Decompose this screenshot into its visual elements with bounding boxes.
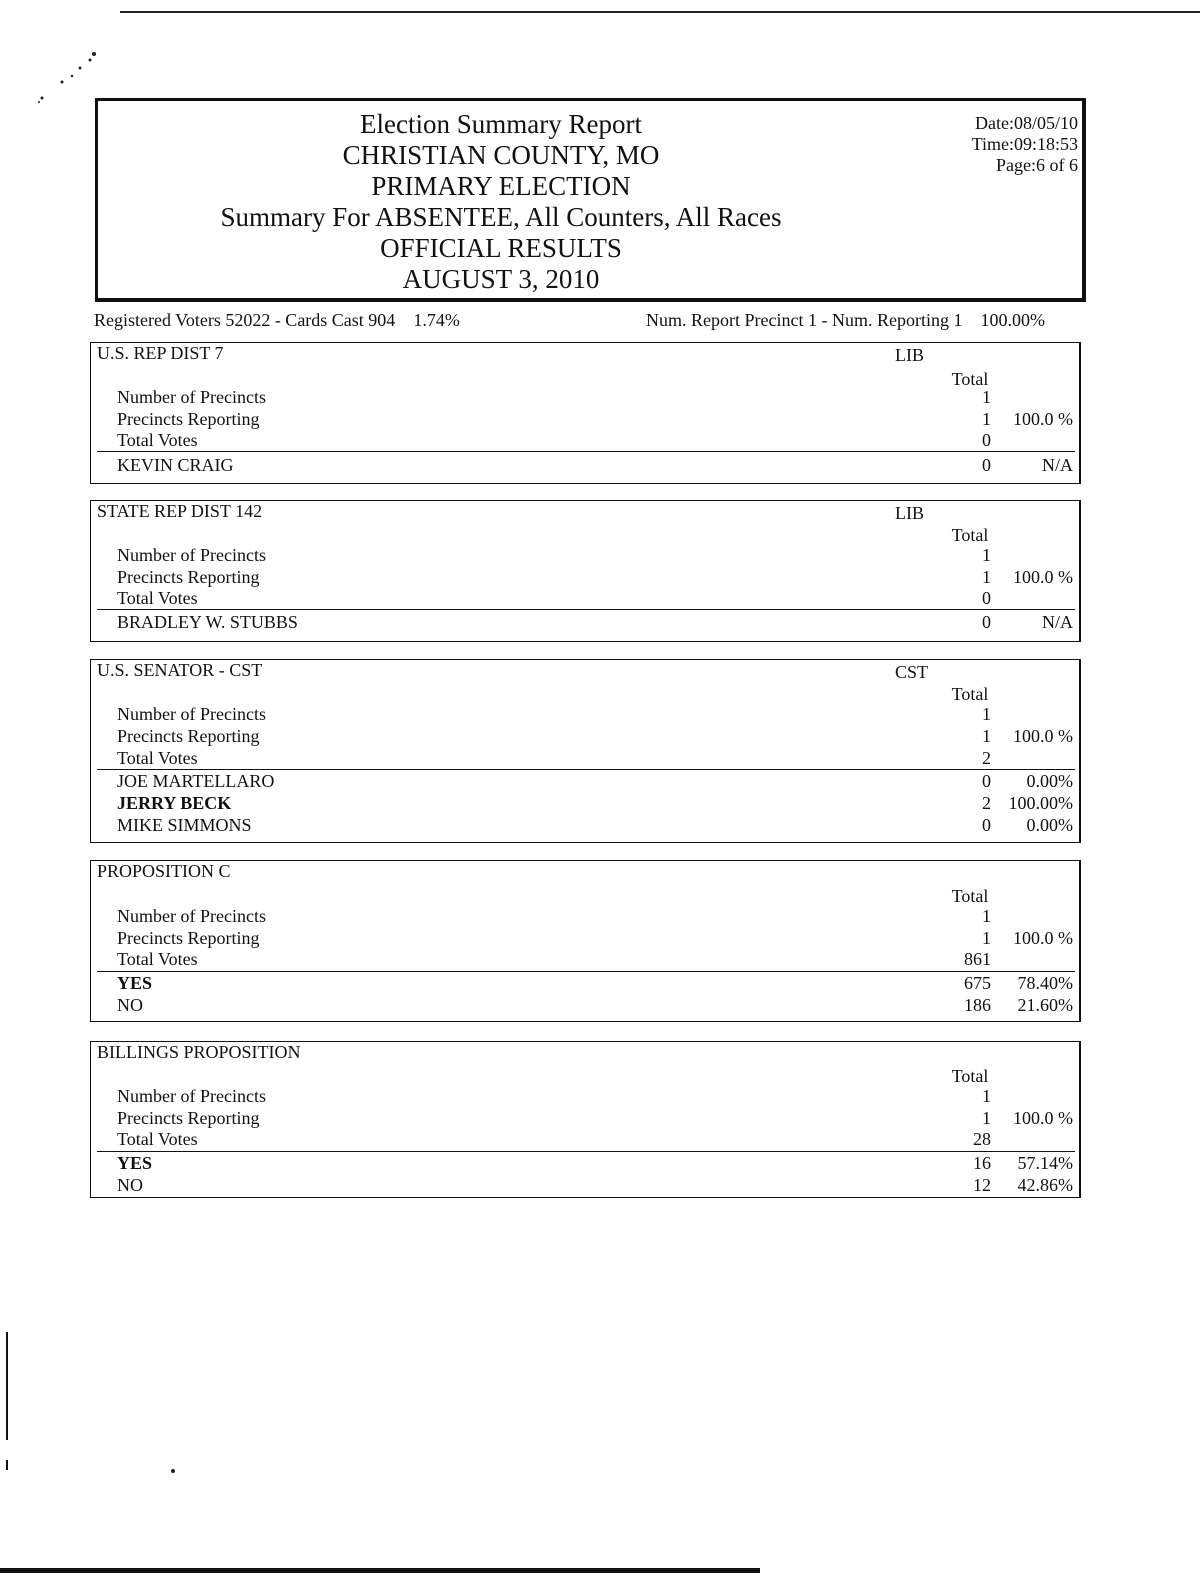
scan-top-rule bbox=[120, 11, 1200, 13]
total-column-header: Total bbox=[951, 369, 989, 389]
candidate-pct: 21.60% bbox=[1017, 995, 1073, 1015]
party-label: LIB bbox=[895, 503, 924, 523]
candidate-row bbox=[111, 793, 1079, 815]
stat-value: 1 bbox=[982, 1086, 991, 1106]
stat-pct: 100.0 % bbox=[1013, 567, 1073, 587]
stat-label: Total Votes bbox=[117, 588, 198, 608]
stat-label: Precincts Reporting bbox=[117, 567, 260, 587]
stat-label: Total Votes bbox=[117, 949, 198, 969]
stat-row bbox=[111, 409, 1079, 431]
candidate-pct: N/A bbox=[1042, 455, 1073, 475]
stat-value: 1 bbox=[982, 704, 991, 724]
election-date-line: AUGUST 3, 2010 bbox=[402, 264, 600, 294]
stat-value: 1 bbox=[982, 906, 991, 926]
stat-row bbox=[111, 1129, 1079, 1151]
race-section bbox=[90, 342, 1081, 484]
scan-margin-mark bbox=[6, 1332, 8, 1440]
report-title bbox=[98, 109, 1082, 295]
candidate-name: JOE MARTELLARO bbox=[117, 771, 275, 791]
stat-row bbox=[111, 928, 1079, 950]
stat-value: 1 bbox=[982, 1108, 991, 1128]
report-header bbox=[95, 98, 1086, 302]
candidate-row bbox=[111, 973, 1079, 995]
race-title: STATE REP DIST 142 bbox=[97, 501, 263, 521]
race-section bbox=[90, 860, 1081, 1022]
stat-value: 0 bbox=[982, 430, 991, 450]
stat-row bbox=[111, 906, 1079, 928]
race-section bbox=[90, 659, 1081, 843]
stat-label: Number of Precincts bbox=[117, 1086, 266, 1106]
candidate-row bbox=[111, 771, 1079, 793]
report-time: Time:09:18:53 bbox=[971, 134, 1078, 154]
stat-label: Precincts Reporting bbox=[117, 726, 260, 746]
stat-value: 28 bbox=[973, 1129, 991, 1149]
candidate-name: MIKE SIMMONS bbox=[117, 815, 252, 835]
stat-value: 1 bbox=[982, 726, 991, 746]
scan-specks bbox=[36, 46, 106, 106]
scan-bottom-rule bbox=[0, 1568, 760, 1573]
candidate-pct: 0.00% bbox=[1026, 815, 1073, 835]
divider bbox=[97, 609, 1075, 610]
election-line: PRIMARY ELECTION bbox=[371, 171, 631, 201]
candidate-votes: 0 bbox=[982, 455, 991, 475]
official-line: OFFICIAL RESULTS bbox=[380, 233, 622, 263]
stat-value: 1 bbox=[982, 409, 991, 429]
title-line: Election Summary Report bbox=[360, 109, 642, 139]
report-date: Date:08/05/10 bbox=[975, 113, 1078, 133]
race-section bbox=[90, 1041, 1081, 1198]
total-column-header: Total bbox=[951, 1066, 989, 1086]
stat-row bbox=[111, 567, 1079, 589]
turnout-summary bbox=[94, 310, 1084, 334]
stat-row bbox=[111, 430, 1079, 452]
stat-row bbox=[111, 387, 1079, 409]
race-title: PROPOSITION C bbox=[97, 861, 231, 881]
scan-dot bbox=[171, 1469, 175, 1473]
report-meta bbox=[972, 113, 1078, 176]
registered-voters bbox=[94, 310, 460, 331]
stat-row bbox=[111, 748, 1079, 770]
stat-row bbox=[111, 1086, 1079, 1108]
candidate-pct: 78.40% bbox=[1017, 973, 1073, 993]
stat-value: 0 bbox=[982, 588, 991, 608]
candidate-pct: 100.00% bbox=[1008, 793, 1073, 813]
divider bbox=[97, 769, 1075, 770]
total-column-header: Total bbox=[951, 525, 989, 545]
candidate-pct: 0.00% bbox=[1026, 771, 1073, 791]
stat-value: 861 bbox=[964, 949, 991, 969]
candidate-name: BRADLEY W. STUBBS bbox=[117, 612, 298, 632]
candidate-name: NO bbox=[117, 995, 143, 1015]
candidate-votes: 12 bbox=[973, 1175, 991, 1195]
divider bbox=[97, 1151, 1075, 1152]
stat-label: Total Votes bbox=[117, 1129, 198, 1149]
stat-label: Number of Precincts bbox=[117, 906, 266, 926]
candidate-row bbox=[111, 1153, 1079, 1175]
stat-row bbox=[111, 588, 1079, 610]
candidate-votes: 186 bbox=[964, 995, 991, 1015]
stat-row bbox=[111, 1108, 1079, 1130]
stat-label: Number of Precincts bbox=[117, 387, 266, 407]
turnout-pct: 1.74% bbox=[413, 310, 460, 330]
reporting-pct: 100.00% bbox=[980, 310, 1045, 330]
candidate-votes: 0 bbox=[982, 612, 991, 632]
stat-row bbox=[111, 704, 1079, 726]
stat-label: Total Votes bbox=[117, 430, 198, 450]
candidate-name: YES bbox=[117, 973, 153, 993]
candidate-name: JERRY BECK bbox=[117, 793, 232, 813]
candidate-votes: 0 bbox=[982, 771, 991, 791]
candidate-pct: N/A bbox=[1042, 612, 1073, 632]
registered-text: Registered Voters 52022 - Cards Cast 904 bbox=[94, 310, 396, 330]
stat-label: Number of Precincts bbox=[117, 545, 266, 565]
race-title: U.S. REP DIST 7 bbox=[97, 343, 224, 363]
report-page: Page:6 of 6 bbox=[996, 155, 1078, 175]
stat-value: 2 bbox=[982, 748, 991, 768]
divider bbox=[97, 451, 1075, 452]
stat-label: Precincts Reporting bbox=[117, 928, 260, 948]
stat-pct: 100.0 % bbox=[1013, 409, 1073, 429]
stat-value: 1 bbox=[982, 928, 991, 948]
stat-label: Number of Precincts bbox=[117, 704, 266, 724]
county-line: CHRISTIAN COUNTY, MO bbox=[342, 140, 660, 170]
candidate-name: NO bbox=[117, 1175, 143, 1195]
candidate-votes: 0 bbox=[982, 815, 991, 835]
scan-margin-mark bbox=[6, 1460, 8, 1470]
divider bbox=[97, 971, 1075, 972]
candidate-row bbox=[111, 612, 1079, 634]
candidate-votes: 675 bbox=[964, 973, 991, 993]
stat-row bbox=[111, 726, 1079, 748]
candidate-row bbox=[111, 995, 1079, 1017]
candidate-votes: 16 bbox=[973, 1153, 991, 1173]
stat-label: Total Votes bbox=[117, 748, 198, 768]
precincts-reporting bbox=[646, 310, 1045, 331]
party-label: CST bbox=[895, 662, 929, 682]
total-column-header: Total bbox=[951, 886, 989, 906]
candidate-name: YES bbox=[117, 1153, 153, 1173]
stat-value: 1 bbox=[982, 545, 991, 565]
stat-label: Precincts Reporting bbox=[117, 409, 260, 429]
stat-pct: 100.0 % bbox=[1013, 726, 1073, 746]
candidate-row bbox=[111, 1175, 1079, 1197]
stat-row bbox=[111, 545, 1079, 567]
summary-line: Summary For ABSENTEE, All Counters, All Races bbox=[220, 202, 782, 232]
stat-pct: 100.0 % bbox=[1013, 1108, 1073, 1128]
stat-value: 1 bbox=[982, 567, 991, 587]
stat-row bbox=[111, 949, 1079, 971]
race-section bbox=[90, 500, 1081, 642]
candidate-name: KEVIN CRAIG bbox=[117, 455, 234, 475]
party-label: LIB bbox=[895, 345, 924, 365]
candidate-pct: 42.86% bbox=[1017, 1175, 1073, 1195]
total-column-header: Total bbox=[951, 684, 989, 704]
race-title: BILLINGS PROPOSITION bbox=[97, 1042, 301, 1062]
stat-value: 1 bbox=[982, 387, 991, 407]
candidate-row bbox=[111, 455, 1079, 477]
candidate-row bbox=[111, 815, 1079, 837]
stat-pct: 100.0 % bbox=[1013, 928, 1073, 948]
reporting-text: Num. Report Precinct 1 - Num. Reporting 1 bbox=[646, 310, 963, 330]
race-title: U.S. SENATOR - CST bbox=[97, 660, 263, 680]
stat-label: Precincts Reporting bbox=[117, 1108, 260, 1128]
candidate-pct: 57.14% bbox=[1017, 1153, 1073, 1173]
candidate-votes: 2 bbox=[982, 793, 991, 813]
